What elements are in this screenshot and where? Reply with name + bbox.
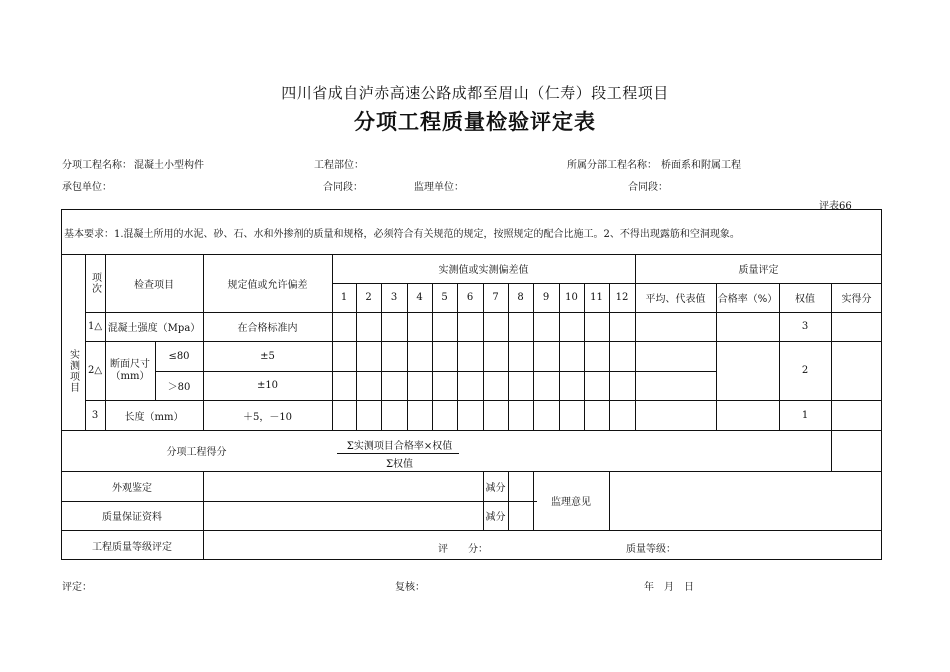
row-1-item: 混凝土强度（Mpa） [107, 323, 201, 334]
row-2-item: 断面尺寸（mm） [110, 358, 150, 382]
row-1-spec: 在合格标准内 [237, 323, 298, 334]
measured-header: 实测值或实测偏差值 [438, 265, 529, 276]
measure-col-header: 2 [365, 292, 372, 303]
quality-grade-label: 质量等级： [626, 544, 676, 555]
form-title: 分项工程质量检验评定表 [354, 109, 596, 134]
grade-score-label: 评 分： [438, 544, 488, 555]
contractor-label: 承包单位： [62, 182, 112, 193]
row-3-weight: 1 [801, 409, 809, 421]
score-row-label: 分项工程得分 [166, 447, 227, 458]
item-name-value: 混凝土小型构件 [134, 160, 204, 171]
measure-col-header: 5 [441, 292, 448, 303]
measure-col-header: 6 [466, 292, 474, 303]
measure-col-header: 4 [416, 292, 423, 303]
measure-col-header: 12 [615, 292, 629, 303]
row-3-no: 3 [91, 409, 99, 421]
row-2-weight: 2 [801, 365, 809, 376]
section-header: 实测项目 [67, 349, 79, 393]
division-value: 桥面系和附属工程 [661, 160, 741, 171]
measure-col-header: 3 [390, 292, 398, 303]
pass-rate-header: 合格率（%） [717, 294, 778, 305]
supervision-opinion: 监理意见 [551, 497, 591, 508]
appearance-deduct: 减分 [485, 482, 506, 494]
check-item-header: 检查项目 [134, 279, 174, 291]
location-label: 工程部位： [314, 160, 364, 171]
contract1-label: 合同段： [323, 182, 363, 193]
division-label: 所属分部工程名称： [567, 160, 657, 171]
contract2-label: 合同段： [628, 182, 668, 193]
item-name-label: 分项工程名称： [62, 160, 132, 171]
row-3-item: 长度（mm） [124, 411, 184, 423]
measure-col-header: 8 [517, 292, 524, 303]
quality-header: 质量评定 [738, 265, 779, 276]
row-2-sub1: ≤80 [168, 350, 190, 362]
appearance-label: 外观鉴定 [112, 482, 152, 494]
quality-docs-deduct: 减分 [485, 512, 506, 523]
avg-header: 平均、代表值 [645, 294, 706, 305]
basic-requirements: 基本要求：1.混凝土所用的水泥、砂、石、水和外掺剂的质量和规格，必须符合有关规范的规定，按照规定的配合比施工。2、不得出现露筋和空洞现象。 [64, 228, 740, 240]
item-no-header: 项次 [89, 272, 101, 294]
measure-col-header: 1 [340, 292, 348, 303]
measure-col-header: 9 [542, 292, 550, 303]
footer-date: 年 月 日 [644, 582, 694, 593]
measure-col-header: 11 [590, 292, 603, 303]
row-2-spec1: ±5 [260, 350, 275, 362]
footer-review: 评定： [62, 582, 92, 593]
score-header: 实得分 [841, 294, 872, 305]
row-1-weight: 3 [801, 321, 809, 332]
supervisor-label: 监理单位： [414, 182, 464, 193]
row-2-no: 2△ [87, 365, 103, 376]
grade-row-label: 工程质量等级评定 [92, 541, 172, 553]
footer-recheck: 复核： [395, 582, 425, 593]
measure-col-header: 10 [565, 292, 578, 303]
row-3-spec: ＋5，－10 [242, 411, 293, 423]
quality-docs-label: 质量保证资料 [102, 512, 162, 523]
row-2-spec2: ±10 [256, 380, 279, 391]
row-1-no: 1△ [87, 321, 103, 332]
row-2-sub2: ＞80 [167, 382, 191, 393]
weight-header: 权值 [795, 294, 815, 305]
project-name: 四川省成自泸赤高速公路成都至眉山（仁寿）段工程项目 [281, 84, 669, 102]
measure-col-header: 7 [492, 292, 499, 303]
form-number: 评表66 [819, 201, 852, 212]
score-formula-numerator: Σ实测项目合格率×权值 [346, 440, 453, 452]
spec-header: 规定值或允许偏差 [227, 279, 308, 291]
score-formula-denominator: Σ权值 [385, 458, 414, 470]
